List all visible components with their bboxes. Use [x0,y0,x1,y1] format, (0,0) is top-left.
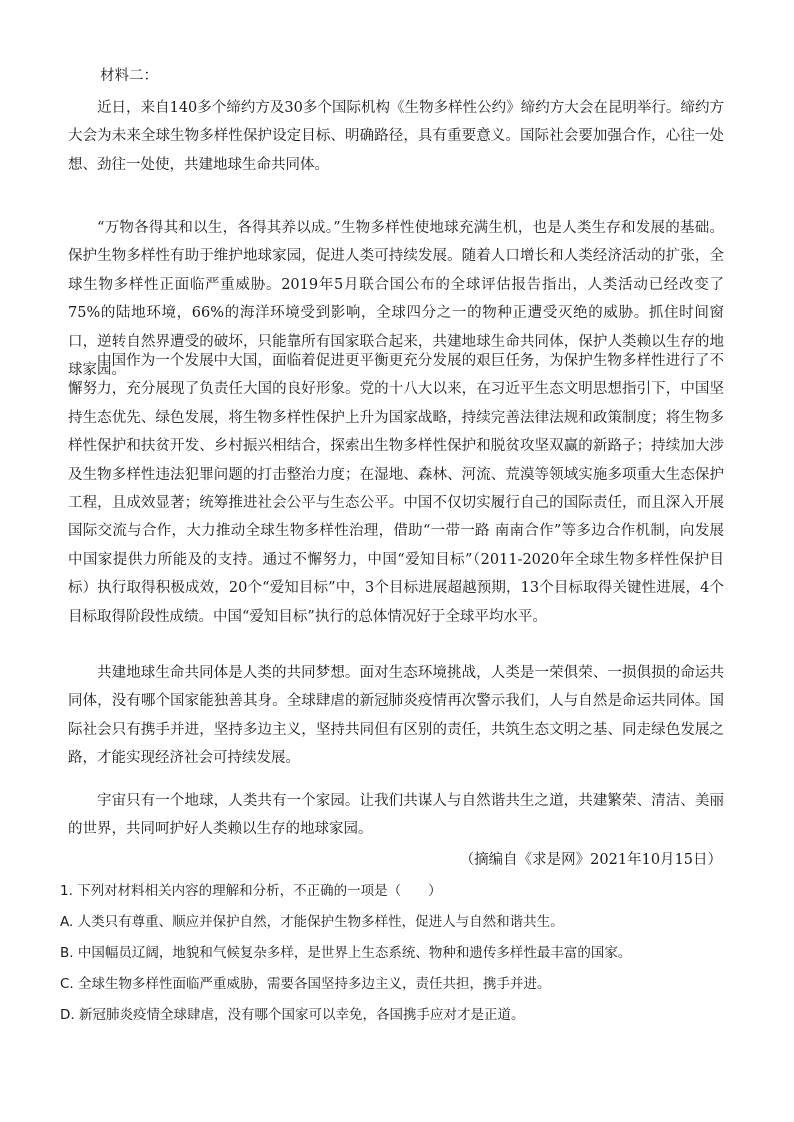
option-a: A. 人类只有尊重、顺应并保护自然，才能保护生物多样性，促进人与自然和谐共生。 [60,914,564,930]
paragraph-4: 共建地球生命共同体是人类的共同梦想。面对生态环境挑战，人类是一荣俱荣、一损俱损的命运共同体，没有哪个国家能独善其身。全球肆虐的新冠肺炎疫情再次警示我们，人与自然是命运共同体。国际社会只有携手并进，坚持多边主义，坚持共同但有区别的责任，共筑生态文明之基、同走绿色发展之路，才能实现经济社会可持续发展。 [68,665,724,767]
option-c: C. 全球生物多样性面临严重威胁，需要各国坚持多边主义，责任共担，携手并进。 [60,976,551,992]
paragraph-3: 中国作为一个发展中大国，面临着促进更平衡更充分发展的艰巨任务，为保护生物多样性进行了不懈努力，充分展现了负责任大国的良好形象。党的十八大以来，在习近平生态文明思想指引下，中国坚持生态优先、绿色发展，将生物多样性保护上升为国家战略，持续完善法律法规和政策制度；将生物多样性保护和扶贫开发、乡村振兴相结合，探索出生物多样性保护和脱贫攻坚双赢的新路子；持续加大涉及生物多样性违法犯罪问题的打击整治力度；在湿地、森林、河流、荒漠等领域实施多项重大生态保护工程，且成效显著；统筹推进社会公平与生态公平。中国不仅切实履行自己的国际责任，而且深入开展国际交流与合作，大力推动全球生物多样性治理，借助“一带一路 南南合作”等多边合作机制，向发展中国家提供力所能及的支持。通过不懈努力，中国“爱知目标”（2011-2020年全球生物多样性保护目标）执行取得积极成效，20个“爱知目标”中，3个目标进展超越预期，13个目标取得关键性进展，4个目标取得阶段性成绩。中国“爱知目标”执行的总体情况好于全球平均水平。 [68,353,724,625]
paragraph-1: 近日，来自140多个缔约方及30多个国际机构《生物多样性公约》缔约方大会在昆明举行。缔约方大会为未来全球生物多样性保护设定目标、明确路径，具有重要意义。国际社会要加强合作，心往一处想、劲往一处使，共建地球生命共同体。 [68,100,724,173]
question-block [60,876,631,1031]
option-d: D. 新冠肺炎疫情全球肆虐，没有哪个国家可以幸免，各国携手应对才是正道。 [60,1007,525,1023]
option-b: B. 中国幅员辽阔，地貌和气候复杂多样，是世界上生态系统、物种和遗传多样性最丰富的国家。 [60,945,632,961]
material-heading: 材料二： [100,68,158,84]
paragraph-5: 宇宙只有一个地球，人类共有一个家园。让我们共谋人与自然谐共生之道，共建繁荣、清洁、美丽的世界，共同呵护好人类赖以生存的地球家园。 [68,793,724,838]
source-citation: （摘编自《求是网》2021年10月15日） [459,852,722,868]
question-stem: 1. 下列对材料相关内容的理解和分析，不正确的一项是（ ） [60,883,442,899]
paragraph-2: “万物各得其和以生，各得其养以成。”生物多样性使地球充满生机，也是人类生存和发展的基础。保护生物多样性有助于维护地球家园，促进人类可持续发展。随着人口增长和人类经济活动的扩张，全球生物多样性正面临严重威胁。2019年5月联合国公布的全球评估报告指出，人类活动已经改变了75%的陆地环境，66%的海洋环境受到影响，全球四分之一的物种正遭受灭绝的威胁。抓住时间窗口，逆转自然界遭受的破坏，只能靠所有国家联合起来，共建地球生命共同体，保护人类赖以生存的地球家园。 [68,220,724,379]
